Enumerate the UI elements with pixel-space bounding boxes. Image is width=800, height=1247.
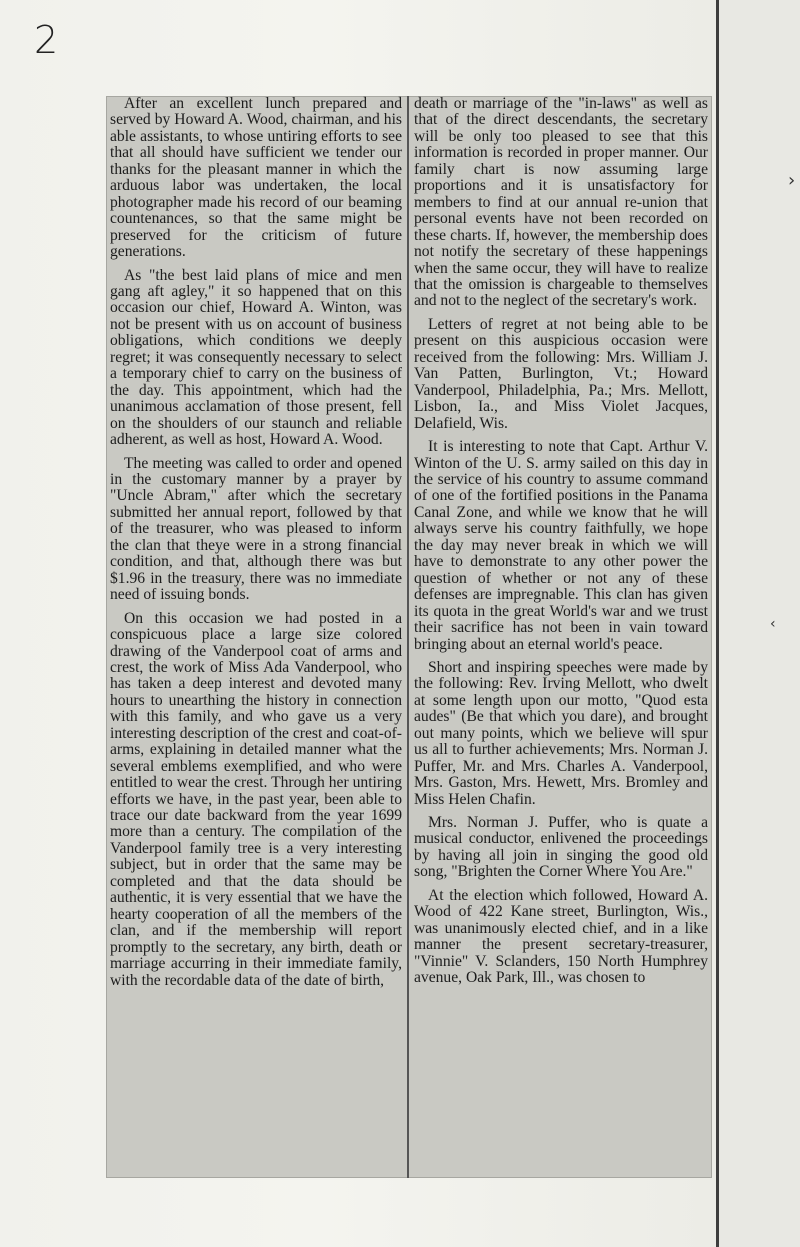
margin-rule bbox=[716, 0, 719, 1247]
paragraph: Letters of regret at not being able to be present on this auspicious occasion were received from the following: Mrs. William J. Van Patten, Burlington, Vt.; Howard Vanderpool, Philadelphia, Pa.; Mrs. Mellott, Lisbon, Ia., and Miss Violet Jacques, Delafield, Wis. bbox=[414, 315, 708, 432]
handwritten-page-number: 2 bbox=[34, 18, 59, 62]
paragraph: After an excellent lunch prepared and served by Howard A. Wood, chairman, and his able assistants, to whose untiring efforts to see that all should have sufficient we tender our thanks for the pleasant manner in which the arduous labor was undertaken, the local photographer made his record of our beaming countenances, so that the same might be preserved for the criticism of future generations. bbox=[110, 95, 402, 261]
paragraph: As "the best laid plans of mice and men gang aft agley," it so happened that on this occasion our chief, Howard A. Winton, was not be present with us on account of business obligations, which conditions we deeply regret; it was consequently necessary to select a temporary chief to carry on the business of the day. This appointment, which had the unanimous acclamation of those present, fell on the shoulders of our staunch and reliable adherent, as well as host, Howard A. Wood. bbox=[110, 266, 402, 449]
paragraph: Mrs. Norman J. Puffer, who is quate a musical conductor, enlivened the proceedings by having all join in singing the good old song, "Brighten the Corner Where You Are." bbox=[414, 814, 708, 881]
newspaper-clipping bbox=[106, 96, 712, 1178]
margin-mark: ‹ bbox=[770, 616, 776, 632]
paragraph: At the election which followed, Howard A. Wood of 422 Kane street, Burlington, Wis., was unanimously elected chief, and in a like manner the present secretary-treasurer, "Vinnie" V. Sclanders, 150 North Humphrey avenue, Oak Park, Ill., was chosen to bbox=[414, 886, 708, 987]
paragraph: It is interesting to note that Capt. Arthur V. Winton of the U. S. army sailed on this day in the service of his country to assume command of one of the fortified positions in the Panama Canal Zone, and while we know that he will always serve his country faithfully, we hope the day may never break in which we will have to demonstrate to any other power the question of whether or not any of these defenses are impregnable. This clan has given its quota in the great World's war and we trust their sacrifice has not been in vain toward bringing about an eternal world's peace. bbox=[414, 438, 708, 653]
paragraph: The meeting was called to order and opened in the customary manner by a prayer by "Uncle Abram," after which the secretary submitted her annual report, followed by that of the treasurer, who was pleased to inform the clan that theye were in a strong financial condition, and that, although there was but $1.96 in the treasury, there was no immediate need of issuing bonds. bbox=[110, 454, 402, 604]
margin-mark: › bbox=[788, 170, 796, 191]
paragraph: Short and inspiring speeches were made by the following: Rev. Irving Mellott, who dwelt at some length upon our motto, "Quod esta audes" (Be that which you dare), and brought out many points, which we believe will spur us all to further achievements; Mrs. Norman J. Puffer, Mr. and Mrs. Charles A. Vanderpool, Mrs. Gaston, Mrs. Hewett, Mrs. Bromley and Miss Helen Chafin. bbox=[414, 658, 708, 808]
paragraph: death or marriage of the "in-laws" as well as that of the direct descendants, the secretary will be only too pleased to see that this information is recorded in proper manner. Our family chart is now assuming large proportions and it is unsatisfactory for members to find at our annual re-union that personal events have not been recorded on these charts. If, however, the membership does not notify the secretary of these happenings when the same occur, they will have to realize that the omission is chargeable to themselves and not to the neglect of the secretary's work. bbox=[414, 95, 708, 310]
article-column-right bbox=[410, 96, 712, 1178]
paragraph: On this occasion we had posted in a conspicuous place a large size colored drawing of the Vanderpool coat of arms and crest, the work of Miss Ada Vanderpool, who has taken a deep interest and devoted many hours to unearthing the history in connection with this family, and who gave us a very interesting description of the crest and coat-of-arms, explaining in detailed manner what the several emblems exemplified, and who were entitled to wear the crest. Through her untiring efforts we have, in the past year, been able to trace our date backward from the year 1699 more than a century. The compilation of the Vanderpool family tree is a very interesting subject, but in order that the same may be completed and that the data should be authentic, it is very essential that we have the hearty cooperation of all the members of the clan, and if the membership will report promptly to the secretary, any birth, death or marriage accurring in their immediate family, with the recordable data of the date of birth, bbox=[110, 609, 402, 989]
column-divider bbox=[407, 96, 409, 1178]
article-column-left bbox=[106, 96, 406, 1178]
